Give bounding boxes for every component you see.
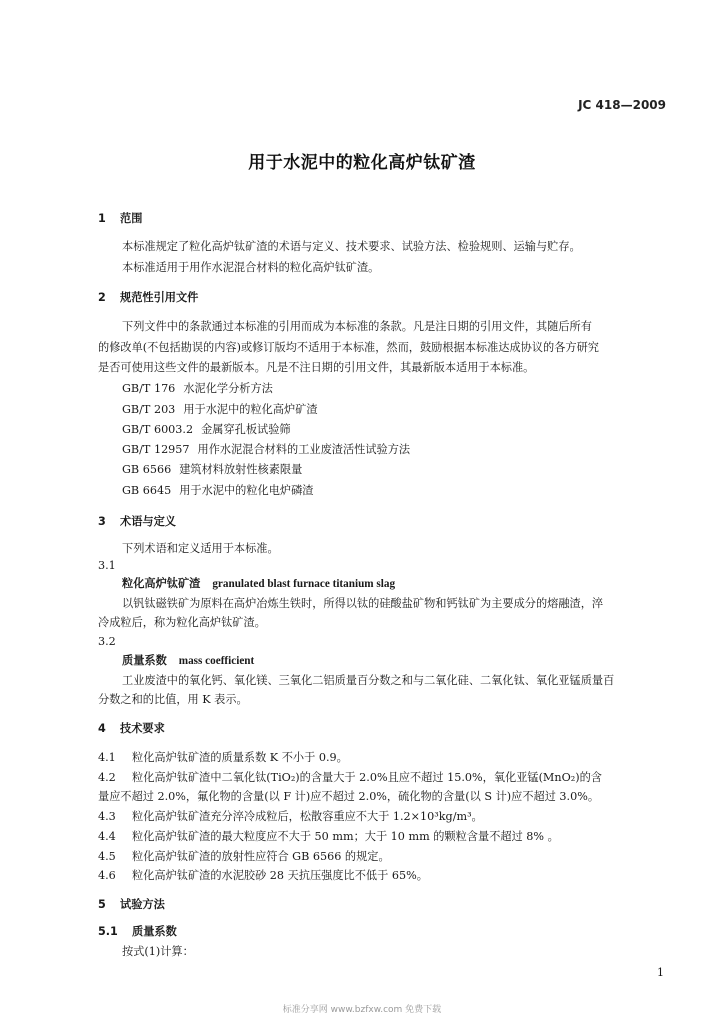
term-number: 3.2 [98,635,116,648]
reference-item [122,383,668,394]
footer-watermark: 标准分享网 www.bzfxw.com 免费下载 [282,1005,442,1015]
section-title: 规范性引用文件 [120,291,199,304]
paragraph: 按式(1)计算： [122,945,194,958]
clause-number: 4.1 [98,751,116,764]
clause-text: 粒化高炉钛矿渣的水泥胶砂 28 天抗压强度比不低于 65%。 [132,869,428,882]
section-title: 范围 [120,212,143,225]
section-number: 4 [98,722,106,735]
clause-text: 粒化高炉钛矿渣的放射性应符合 GB 6566 的规定。 [132,850,390,863]
clause-continuation: 量应不超过 2.0%，氟化物的含量(以 F 计)应不超过 2.0%，硫化物的含量(以 S 计)应不超过 3.0%。 [98,790,600,803]
standard-code: JC 418—2009 [578,98,666,112]
section-heading-5 [98,899,668,910]
reference-code: GB 6645 [122,484,172,497]
term-zh: 粒化高炉钛矿渣 [122,577,201,590]
clause-number: 4.2 [98,771,116,784]
reference-code: GB/T 6003.2 [122,423,194,436]
clause [98,831,668,842]
section-title: 术语与定义 [120,515,176,528]
term-zh: 质量系数 [122,654,167,667]
subsection-title: 质量系数 [132,925,177,938]
reference-code: GB 6566 [122,463,172,476]
page-number: 1 [657,966,664,979]
subsection-number: 5.1 [98,925,118,938]
paragraph: 下列文件中的条款通过本标准的引用而成为本标准的条款。凡是注日期的引用文件，其随后所有 [122,320,592,333]
subsection-heading [98,926,668,937]
clause [98,752,668,763]
clause [98,811,668,822]
reference-item [122,485,668,496]
reference-item [122,444,668,455]
clause-number: 4.4 [98,830,116,843]
section-title: 技术要求 [120,722,165,735]
definition: 工业废渣中的氧化钙、氧化镁、三氧化二铝质量百分数之和与二氧化硅、二氧化钛、氧化亚锰质量百 [122,674,615,687]
document-title: 用于水泥中的粒化高炉钛矿渣 [248,153,476,173]
reference-code: GB/T 203 [122,403,176,416]
definition: 分数之和的比值，用 K 表示。 [98,693,248,706]
clause-number: 4.3 [98,810,116,823]
section-heading-1 [98,213,668,224]
reference-title: 用于水泥中的粒化电炉磷渣 [179,484,314,497]
paragraph: 是否可使用这些文件的最新版本。凡是不注日期的引用文件，其最新版本适用于本标准。 [98,361,535,374]
paragraph: 的修改单(不包括勘误的内容)或修订版均不适用于本标准，然而，鼓励根据本标准达成协议的各方研究 [98,341,599,354]
paragraph: 下列术语和定义适用于本标准。 [122,542,279,555]
clause-number: 4.5 [98,850,116,863]
reference-title: 用于水泥中的粒化高炉矿渣 [183,403,318,416]
term-en: mass coefficient [178,655,255,667]
reference-item [122,464,668,475]
clause-number: 4.6 [98,869,116,882]
reference-item [122,424,668,435]
reference-title: 金属穿孔板试验筛 [201,423,291,436]
section-number: 1 [98,212,106,225]
clause-text: 粒化高炉钛矿渣充分淬冷成粒后，松散容重应不大于 1.2×10³kg/m³。 [132,810,483,823]
clause [98,870,668,881]
reference-title: 用作水泥混合材料的工业废渣活性试验方法 [197,443,411,456]
term-en: granulated blast furnace titanium slag [212,578,396,590]
clause [98,851,668,862]
section-number: 2 [98,291,106,304]
section-title: 试验方法 [120,898,165,911]
reference-code: GB/T 176 [122,382,176,395]
clause-text: 粒化高炉钛矿渣的最大粒度应不大于 50 mm；大于 10 mm 的颗粒含量不超过 8% 。 [132,830,559,843]
section-number: 5 [98,898,106,911]
reference-code: GB/T 12957 [122,443,190,456]
section-number: 3 [98,515,106,528]
clause [98,772,668,783]
term-heading [122,578,668,590]
reference-item [122,404,668,415]
term-heading [122,655,668,667]
section-heading-3 [98,516,668,527]
section-heading-2 [98,292,668,303]
reference-title: 水泥化学分析方法 [183,382,273,395]
clause-text: 粒化高炉钛矿渣中二氧化钛(TiO₂)的含量大于 2.0%且应不超过 15.0%，氧化亚锰(MnO₂)的含 [132,771,602,784]
definition: 以钒钛磁铁矿为原料在高炉冶炼生铁时，所得以钛的硅酸盐矿物和钙钛矿为主要成分的熔融渣，淬 [122,597,604,610]
definition: 冷成粒后，称为粒化高炉钛矿渣。 [98,616,266,629]
term-number: 3.1 [98,559,116,572]
clause-text: 粒化高炉钛矿渣的质量系数 K 不小于 0.9。 [132,751,348,764]
paragraph: 本标准规定了粒化高炉钛矿渣的术语与定义、技术要求、试验方法、检验规则、运输与贮存。 [122,240,581,253]
paragraph: 本标准适用于用作水泥混合材料的粒化高炉钛矿渣。 [122,261,380,274]
section-heading-4 [98,723,668,734]
reference-title: 建筑材料放射性核素限量 [179,463,303,476]
